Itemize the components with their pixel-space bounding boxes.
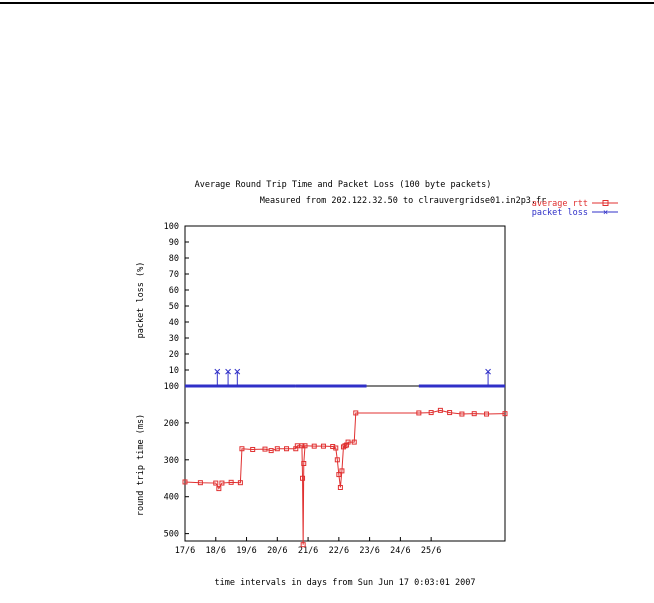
legend-rtt-label: average rtt xyxy=(531,199,588,209)
y-tick-label-rtt-200: 200 xyxy=(163,418,179,429)
x-axis-label: time intervals in days from Sun Jun 17 0:03:01 2007 xyxy=(214,578,476,588)
rtt-line xyxy=(185,410,505,544)
x-tick-label-7: 24/6 xyxy=(390,546,411,556)
chart-title: Average Round Trip Time and Packet Loss (100 byte packets) xyxy=(194,180,492,190)
y-tick-label-rtt-500: 500 xyxy=(163,529,179,540)
x-tick-label-2: 19/6 xyxy=(236,546,257,556)
y-tick-label-loss-10: 10 xyxy=(168,366,179,376)
legend-loss-label: packet loss xyxy=(531,208,588,218)
y-axis-label-rtt: round trip time (ms) xyxy=(136,413,146,517)
x-tick-label-8: 25/6 xyxy=(420,546,442,556)
x-tick-label-1: 18/6 xyxy=(205,546,227,556)
y-tick-label-rtt-400: 400 xyxy=(163,492,179,503)
legend xyxy=(532,199,618,218)
x-tick-label-5: 22/6 xyxy=(328,546,350,556)
y-tick-label-loss-80: 80 xyxy=(168,254,179,264)
x-tick-label-4: 21/6 xyxy=(297,546,319,556)
plot-frame-top xyxy=(185,226,505,386)
x-tick-label-3: 20/6 xyxy=(267,546,288,556)
chart-subtitle: Measured from 202.122.32.50 to clrauvergridse01.in2p3.fr xyxy=(259,196,547,206)
ticks-x xyxy=(175,537,442,556)
y-tick-label-rtt-100: 100 xyxy=(163,382,179,392)
y-tick-label-loss-60: 60 xyxy=(168,286,179,296)
y-tick-label-loss-90: 90 xyxy=(168,238,179,248)
x-tick-label-6: 23/6 xyxy=(359,546,380,556)
y-tick-label-rtt-300: 300 xyxy=(163,455,179,466)
legend-loss-marker: × xyxy=(602,208,609,218)
y-tick-label-loss-30: 30 xyxy=(168,334,179,344)
x-tick-label-0: 17/6 xyxy=(174,546,196,556)
y-tick-label-loss-70: 70 xyxy=(168,270,179,280)
y-tick-label-loss-40: 40 xyxy=(168,318,179,328)
y-tick-label-loss-50: 50 xyxy=(168,302,179,312)
y-axis-label-loss: packet loss (%) xyxy=(136,261,146,339)
y-tick-label-loss-20: 20 xyxy=(168,350,179,360)
series-packet-loss xyxy=(185,369,505,386)
y-tick-label-loss-100: 100 xyxy=(163,222,179,232)
series-average-rtt xyxy=(183,408,507,546)
plot-frame-bottom xyxy=(185,386,505,541)
